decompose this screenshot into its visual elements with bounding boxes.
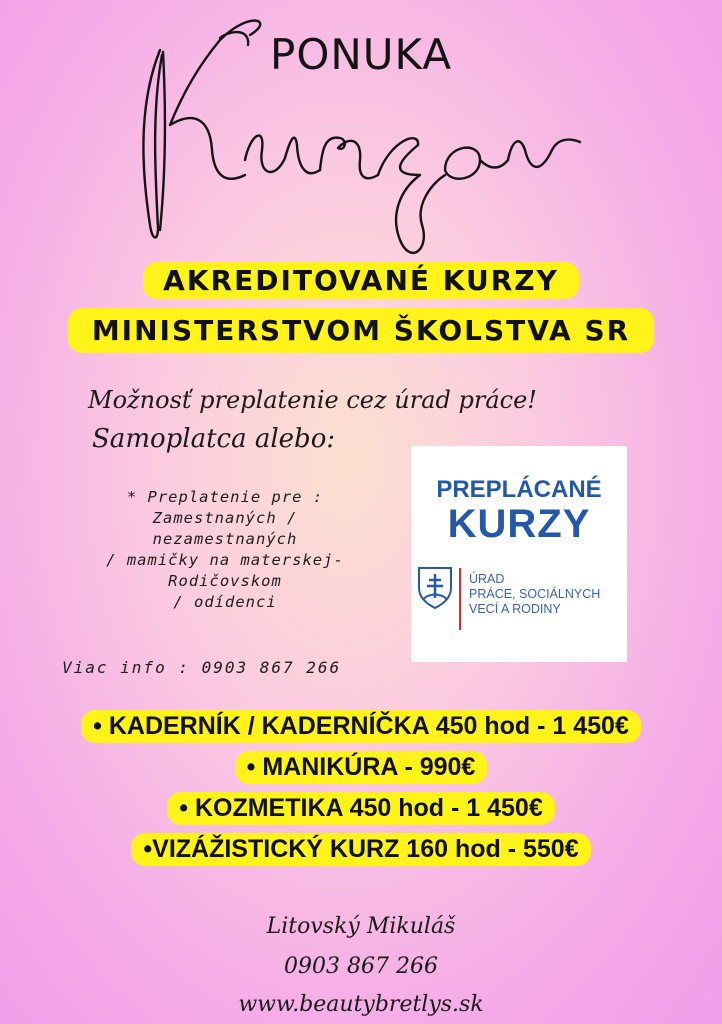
- note-line: / odídenci: [173, 593, 277, 611]
- note-line: / mamičky na materskej-: [106, 551, 344, 569]
- refunded-courses-logo: [411, 446, 627, 662]
- logo-sub-line: PRÁCE, SOCIÁLNYCH: [469, 587, 601, 601]
- course-hairdresser: • KADERNÍK / KADERNÍČKA 450 hod - 1 450€: [81, 710, 641, 743]
- course-manicure: • MANIKÚRA - 990€: [235, 751, 488, 784]
- kurzov-script-art: [100, 10, 620, 270]
- accreditation-line1-row: [0, 262, 722, 299]
- logo-title-line2: KURZY: [447, 502, 591, 546]
- footer-name: Litovský Mikuláš: [266, 914, 456, 939]
- logo-sub-line: VECÍ A RODINY: [469, 602, 561, 616]
- accreditation-line2-row: [0, 308, 722, 353]
- footer-phone: 0903 867 266: [284, 954, 438, 979]
- ponuka-heading: PONUKA: [270, 30, 453, 79]
- logo-ministry-text: [469, 572, 600, 617]
- course-list: [0, 710, 722, 874]
- course-makeup: •VIZÁŽISTICKÝ KURZ 160 hod - 550€: [131, 833, 590, 866]
- accreditation-line2: MINISTERSTVOM ŠKOLSTVA SR: [68, 308, 654, 353]
- note-line: nezamestnaných: [152, 530, 298, 548]
- note-line: Rodičovskom: [168, 572, 282, 590]
- accreditation-line1: AKREDITOVANÉ KURZY: [143, 262, 579, 299]
- refund-notes: [80, 487, 370, 613]
- footer-website[interactable]: www.beautybretlys.sk: [238, 992, 484, 1017]
- more-info: Viac info : 0903 867 266: [62, 658, 342, 677]
- tagline-refund: Možnosť preplatenie cez úrad práce!: [88, 386, 537, 414]
- note-line: * Preplatenie pre :: [126, 488, 324, 506]
- logo-sub-line: ÚRAD: [469, 572, 505, 586]
- course-cosmetics: • KOZMETIKA 450 hod - 1 450€: [167, 792, 554, 825]
- logo-title-line1: PREPLÁCANÉ: [436, 476, 602, 503]
- slovak-coat-of-arms-icon: [417, 566, 453, 610]
- kurzov-script-title: [100, 10, 620, 270]
- logo-divider: [459, 568, 461, 630]
- tagline-selfpay: Samoplatca alebo:: [92, 424, 336, 454]
- note-line: Zamestnaných /: [152, 509, 298, 527]
